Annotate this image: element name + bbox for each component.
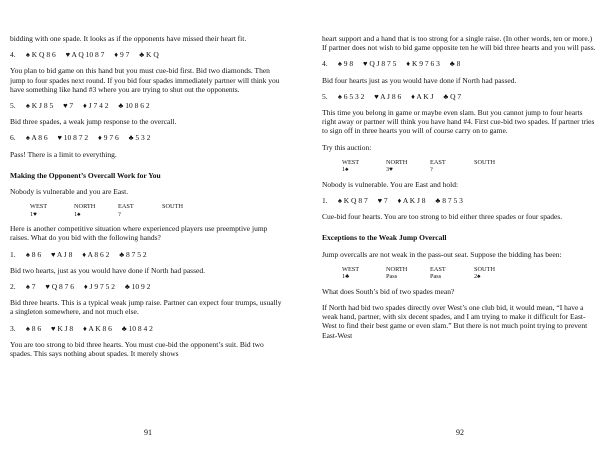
hearts-holding: ♥ 10 8 7 2 [57,133,89,143]
hand-number: 6. [10,133,16,143]
auction-bid: 1♠ [74,210,81,218]
spades-holding: ♠ K Q 8 6 [25,50,56,60]
paragraph: bidding with one spade. It looks as if the opponents have missed their heart fit. [10,34,247,43]
paragraph: Bid three spades, a weak jump response to the overcall. [10,117,177,127]
diamonds-holding: ♦ J 7 4 2 [83,101,109,111]
auction-table [30,203,286,218]
paragraph: heart support and a hand that is too strong for a single raise. (In other words, ten or more.) If partner does not wish to bid game opposite ten he will bid three hearts and you will pass. [322,34,596,53]
paragraph: If North had bid two spades directly over West’s one club bid, it would mean, “I have a weak hand, partner, with six decent spades, and I am trying to make it difficult for East-West to find their best game or even slam.” But there is not much point trying to prevent East-West [322,303,588,340]
auction-bid: Pass [430,273,442,281]
paragraph: Bid two hearts, just as you would have done if North had passed. [10,265,205,275]
left-page [10,0,286,463]
spades-holding: ♠ 9 8 [337,59,354,69]
hearts-holding: ♥ A J 8 [50,249,73,259]
auction-bid: 1♥ [30,210,37,218]
hearts-holding: ♥ Q 8 7 6 [45,282,74,292]
auction-header-west: WEST [30,203,48,211]
hand-1 [322,196,598,205]
auction-bid [474,166,518,174]
paragraph: Nobody is vulnerable. You are East and hold: [322,179,459,189]
auction-header-west: WEST [342,265,360,273]
hearts-holding: ♥ A J 8 6 [374,91,402,101]
diamonds-holding: ♦ 9 7 6 [98,133,119,143]
spades-holding: ♠ 8 6 [25,249,42,259]
hand-number: 2. [10,282,16,292]
auction-header-east: EAST [118,203,134,211]
hand-number: 4. [322,59,328,69]
hearts-holding: ♥ 7 [377,196,388,206]
auction-bid: Pass [386,273,398,281]
page-number: 92 [456,428,464,437]
hand-4 [322,59,598,68]
auction-header-east: EAST [430,158,446,166]
spades-holding: ♠ 7 [25,282,36,292]
auction-header-south: SOUTH [474,265,495,273]
auction-header-east: EAST [430,265,446,273]
auction-bid [162,211,206,219]
left-page-text [10,34,286,365]
auction-header-west: WEST [342,158,360,166]
auction-table [342,266,598,281]
auction-bid: 1♠ [342,166,349,174]
section-heading: Making the Opponent’s Overcall Work for You [10,170,161,180]
paragraph: Bid four hearts just as you would have done if North had passed. [322,75,517,85]
auction-header-north: NORTH [386,265,408,273]
paragraph: Jump overcalls are not weak in the pass-out seat. Suppose the bidding has been: [322,249,562,259]
clubs-holding: ♣ K Q [139,50,159,60]
clubs-holding: ♣ 8 [449,59,461,69]
paragraph: Try this auction: [322,142,372,152]
diamonds-holding: ♦ A K J [411,91,434,101]
auction-bid: ? [430,166,433,174]
diamonds-holding: ♦ K 9 7 6 3 [406,59,440,69]
hearts-holding: ♥ 7 [63,101,74,111]
paragraph: Bid three hearts. This is a typical weak jump raise. Partner can expect four trumps, usually a singleton somewhere, and not much else. [10,298,282,317]
auction-bid: ? [118,210,121,218]
hand-5 [322,92,598,101]
clubs-holding: ♣ 8 7 5 2 [119,249,147,259]
hand-1 [10,250,286,259]
auction-header-south: SOUTH [162,203,183,211]
paragraph: What does South’s bid of two spades mean? [322,286,455,296]
paragraph: Here is another competitive situation where experienced players use preemptive jump raises. What do you bid with the following hands? [10,224,268,243]
spades-holding: ♠ 8 6 [25,323,42,333]
hand-4 [10,50,286,59]
hand-5 [10,101,286,110]
hand-number: 4. [10,50,16,60]
diamonds-holding: ♦ A K J 8 [397,196,426,206]
clubs-holding: ♣ 5 3 2 [128,133,151,143]
paragraph: You plan to bid game on this hand but you must cue-bid first. Bid two diamonds. Then jump to four spades next round. If you bid four spades immediately partner will think you have something like hand #3 where you are trying to shut out the opponents. [10,66,280,94]
hand-number: 1. [10,249,16,259]
auction-table [342,159,598,174]
spades-holding: ♠ K Q 8 7 [337,196,368,206]
diamonds-holding: ♦ 9 7 [114,50,130,60]
clubs-holding: ♣ 8 7 5 3 [435,196,463,206]
clubs-holding: ♣ 10 8 4 2 [121,323,153,333]
auction-header-north: NORTH [74,203,96,211]
diamonds-holding: ♦ J 9 7 5 2 [83,282,115,292]
paragraph: This time you belong in game or maybe even slam. But you cannot jump to four hearts right away or partner will think you have hand #4. First cue-bid two spades. If partner tries to sign off in three hearts you will of course carry on to game. [322,108,595,136]
section-heading: Exceptions to the Weak Jump Overcall [322,233,447,243]
auction-header-south: SOUTH [474,158,495,166]
spades-holding: ♠ A 8 6 [25,133,48,143]
hand-number: 3. [10,323,16,333]
auction-bid: 1♣ [342,273,350,281]
clubs-holding: ♣ 10 8 6 2 [118,101,150,111]
hearts-holding: ♥ K J 8 [50,323,74,333]
auction-bid: 3♥ [386,166,393,174]
hearts-holding: ♥ Q J 8 7 5 [362,59,397,69]
page-number: 91 [144,428,152,437]
spades-holding: ♠ 6 5 3 2 [337,91,365,101]
paragraph: Pass! There is a limit to everything. [10,149,117,159]
auction-bid: 2♠ [474,273,481,281]
diamonds-holding: ♦ A K 8 6 [83,323,112,333]
spades-holding: ♠ K J 8 5 [25,101,54,111]
hand-number: 1. [322,196,328,206]
hand-number: 5. [10,101,16,111]
right-page-text [322,34,598,347]
paragraph: Cue-bid four hearts. You are too strong to bid either three spades or four spades. [322,212,563,222]
hand-2 [10,282,286,291]
hand-6 [10,133,286,142]
hand-3 [10,324,286,333]
paragraph: Nobody is vulnerable and you are East. [10,187,129,197]
paragraph: You are too strong to bid three hearts. You must cue-bid the opponent’s suit. Bid two spades. This says nothing about spades. It merely shows [10,339,264,359]
diamonds-holding: ♦ A 8 6 2 [82,249,110,259]
auction-header-north: NORTH [386,158,408,166]
hand-number: 5. [322,91,328,101]
clubs-holding: ♣ Q 7 [443,91,462,101]
hearts-holding: ♥ A Q 10 8 7 [65,50,105,60]
right-page [322,0,598,463]
clubs-holding: ♣ 10 9 2 [124,282,151,292]
